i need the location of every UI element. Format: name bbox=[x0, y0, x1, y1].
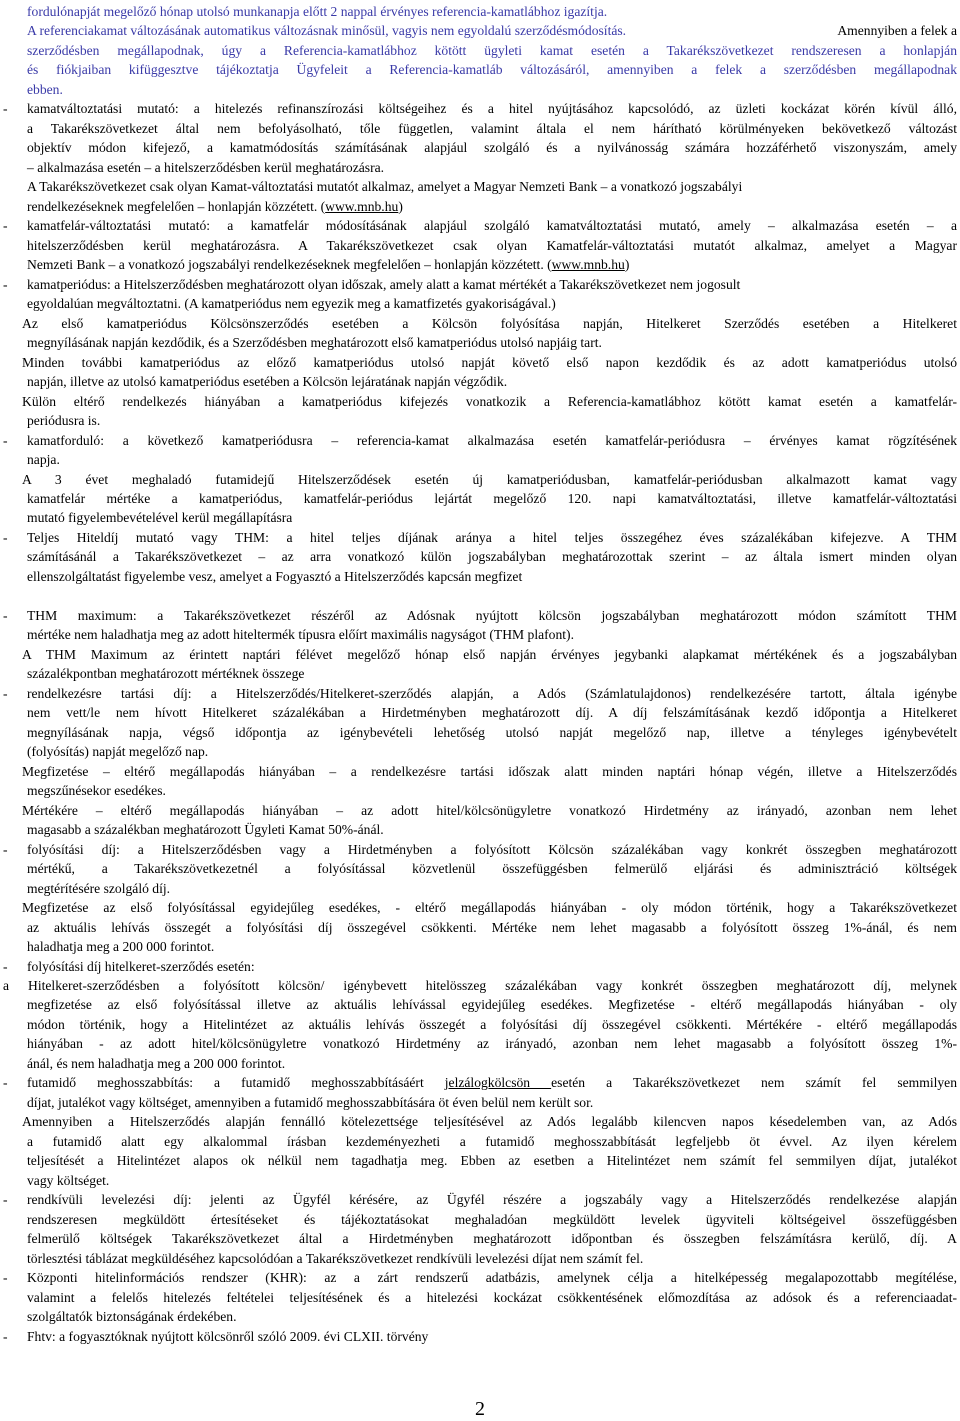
text-line-content: vagy költséget. bbox=[27, 1172, 110, 1188]
text-line-content: és fiókjaiban kifüggesztve tájékoztatja Ügyfeleit a Referencia-kamatláb változásáról, amennyiben a felek a szerződésben megállapodnak bbox=[27, 62, 957, 78]
list-dash: - bbox=[3, 1270, 8, 1286]
text-line bbox=[0, 957, 960, 977]
link[interactable]: jelzálogkölcsön bbox=[444, 1075, 552, 1091]
text-line-content: Megfizetése az első folyósítással egyidejűleg esedékes, - eltérő megállapodás hiányában - oly módon történik, hogy a Takarékszövetkezet bbox=[22, 900, 957, 916]
text-line-content: Az első kamatperiódus Kölcsönszerződés esetében a Kölcsön folyósítása napján, Hitelkeret Szerződés esetében a Hitelkeret bbox=[22, 315, 957, 331]
text-line bbox=[0, 937, 960, 957]
text-line-content: futamidő meghosszabbítás: a futamidő meghosszabbításáért jelzálogkölcsön esetén a Takarékszövetkezet nem számít fel semmilyen bbox=[27, 1075, 957, 1091]
text-line bbox=[0, 547, 960, 567]
text-line-content: haladhatja meg a 200 000 forintot. bbox=[27, 939, 215, 955]
text-line-content: Külön eltérő rendelkezés hiányában a kamatperiódus kifejezés vonatkozik a Referencia-kamatlábhoz kötött kamat esetén a kamatfelár- bbox=[22, 393, 957, 409]
text-line bbox=[0, 1015, 960, 1035]
text-line bbox=[0, 1132, 960, 1152]
text-line bbox=[0, 1054, 960, 1074]
text-line bbox=[0, 567, 960, 587]
text-line-content: A THM Maximum az érintett naptári félévet megelőző hónap első napján érvényes jegybanki alapkamat mértékének és a jogszabályban bbox=[22, 646, 957, 662]
text-line-content: szolgáltatók biztonságának érdekében. bbox=[27, 1309, 237, 1325]
text-line-content: kamatforduló: a következő kamatperiódusra – referencia-kamat alkalmazása esetén kamatfelár-periódusra – érvényes kamat rögzítésének bbox=[27, 432, 957, 448]
list-dash: - bbox=[3, 276, 8, 292]
text-line bbox=[0, 684, 960, 704]
text-line bbox=[0, 236, 960, 256]
list-dash: - bbox=[3, 218, 8, 234]
text-line bbox=[0, 216, 960, 236]
text-line bbox=[0, 820, 960, 840]
text-line bbox=[0, 99, 960, 119]
list-dash: - bbox=[3, 1192, 8, 1208]
text-line-content: periódusra is. bbox=[27, 413, 101, 429]
text-line-content: díjat, jutalékot vagy költséget, amennyiben a futamidő meghosszabbítására öt éven belül nem került sor. bbox=[27, 1094, 594, 1110]
text-line bbox=[0, 353, 960, 373]
text-line-content: magasabb a százalékban meghatározott Ügyleti Kamat 50%-ánál. bbox=[27, 822, 384, 838]
text-line-content: Fhtv: a fogyasztóknak nyújtott kölcsönről szóló 2009. évi CLXII. törvény bbox=[27, 1328, 429, 1344]
text-line-content: egyoldalúan megváltoztatni. (A kamatperiódus nem egyezik meg a kamatfizetés gyakoriságával.) bbox=[27, 296, 556, 312]
text-line-content: folyósítási díj: a Hitelszerződésben vagy a Hirdetményben a folyósított Kölcsön százalékában vagy konkrét összegben meghatározott bbox=[27, 841, 957, 857]
text-line bbox=[0, 41, 960, 61]
text-line-content: kamatfelár mértéke a kamatperiódus, kamatfelár-periódus lejártát megelőző 120. napi kamatváltoztatási, illetve kamatfelár-változtatási bbox=[27, 491, 957, 506]
text-line-content: rendelkezéseknek megfelelően – honlapján közzétett. (www.mnb.hu) bbox=[27, 198, 403, 214]
text-line-content: megszűnésekor esedékes. bbox=[27, 783, 166, 799]
text-line bbox=[0, 1190, 960, 1210]
text-line bbox=[0, 255, 960, 275]
list-dash: - bbox=[3, 841, 8, 857]
text-line bbox=[0, 197, 960, 217]
text-line bbox=[0, 411, 960, 431]
text-line-content: megnyílásának napja, végső időpontja az igénybevételi lehetőség utolsó napját megelőző nap, illetve a tényleges igénybevételt bbox=[27, 724, 957, 740]
list-dash: - bbox=[3, 1328, 8, 1344]
text-line-content: megnyílásának napján kezdődik, és a Szerződésben meghatározott első kamatperiódus utolsó napjáig tart. bbox=[27, 335, 602, 351]
text-line bbox=[0, 918, 960, 938]
list-dash: - bbox=[3, 1075, 8, 1091]
text-line-content: rendkívüli levelezési díj: jelenti az Ügyfél kérésére, az Ügyfél részére a jogszabály vagy a Hitelszerződés rendelkezése alapján bbox=[27, 1192, 957, 1208]
list-dash: - bbox=[3, 529, 8, 545]
text-line-content: megtérítésére szolgáló díj. bbox=[27, 880, 171, 896]
text-line-content: mutató figyelembevételével kerül megállapításra bbox=[27, 510, 293, 526]
text-line-content: teljesítését a Hitelintézet alapos ok nélkül nem tagadhatja meg. Ebben az esetben a Hitelintézet nem számít fel semmilyen díjat, jutalékot bbox=[27, 1153, 957, 1169]
text-line-content: Központi hitelinformációs rendszer (KHR): az a zárt rendszerű adatbázis, amelynek célja a hitelképesség megalapozottabb megítélése, bbox=[27, 1270, 957, 1286]
text-line-content: megfizetése az első folyósítással illetve az aktuális lehívással egyidejűleg esedékes. Megfizetése - eltérő megállapodás hiányában - oly bbox=[27, 997, 957, 1013]
text-line bbox=[0, 645, 960, 665]
text-line-content: ebben. bbox=[27, 81, 63, 97]
text-line-content: Nemzeti Bank – a vonatkozó jogszabályi rendelkezéseknek megfelelően – honlapján közzétett. (www.mnb.hu) bbox=[27, 257, 630, 273]
text-line-content: objektív módon kifejező, a kamatmódosítás számításának alapjául szolgáló és a nyilvánosság számára hozzáférhető viszonyszám, amely bbox=[27, 140, 957, 156]
text-line bbox=[0, 976, 960, 996]
text-line bbox=[0, 21, 960, 41]
text-line-content: az aktuális lehívás összegét a folyósítási díj összegével csökkenti. Mértéke nem lehet magasabb a folyósított összeg 1%-ánál, és nem bbox=[27, 919, 957, 935]
text-line-content: ánál, és nem haladhatja meg a 200 000 forintot. bbox=[27, 1055, 286, 1071]
text-line-content: a Hitelkeret-szerződésben a folyósított kölcsön/ igénybevett hitelösszeg százalékában vagy konkrét összegben meghatározott díj, melynek bbox=[3, 978, 957, 993]
text-line bbox=[0, 1093, 960, 1113]
text-line bbox=[0, 879, 960, 899]
text-line bbox=[0, 742, 960, 762]
text-line bbox=[0, 528, 960, 548]
text-line bbox=[0, 1151, 960, 1171]
text-line-content: Teljes Hiteldíj mutató vagy THM: a hitel teljes díjának aránya a hitel teljes összegéhez éves százalékában kifejezve. A THM bbox=[27, 529, 957, 545]
text-line bbox=[0, 508, 960, 528]
text-line-content: kamatfelár-változtatási mutató: a kamatfelár módosításának alapjául szolgáló kamatváltoztatási mutató, amely – alkalmazása esetén – a bbox=[27, 218, 957, 234]
text-line bbox=[0, 801, 960, 821]
text-line-content: napján, illetve az utolsó kamatperiódus esetében a Kölcsön lejáratának napján végződik. bbox=[27, 374, 508, 390]
text-line bbox=[0, 450, 960, 470]
text-line-content: nem vett/le nem hívott Hitelkeret százalékában a Hirdetményben meghatározott díj. A díj felszámításának kezdő időpontja a Hitelkeret bbox=[27, 705, 957, 721]
text-line-content: kamatperiódus: a Hitelszerződésben meghatározott olyan időszak, amely alatt a kamat mértékét a Takarékszövetkezet nem jogosult bbox=[27, 276, 741, 292]
text-line bbox=[0, 1171, 960, 1191]
text-line-content: – alkalmazása esetén – a hitelszerződésben kerül meghatározásra. bbox=[27, 159, 385, 175]
text-line bbox=[0, 762, 960, 782]
page-number: 2 bbox=[475, 1398, 485, 1420]
text-line-content: felmerülő költségek Takarékszövetkezet által a Hirdetményben meghatározott időpontban és összegben felszámításra kerülő, díj. A bbox=[27, 1231, 957, 1247]
text-line bbox=[0, 1288, 960, 1308]
text-line bbox=[0, 60, 960, 80]
list-dash: - bbox=[3, 685, 8, 701]
text-line bbox=[0, 138, 960, 158]
list-dash: - bbox=[3, 958, 8, 974]
text-line-content: mértékű, a Takarékszövetkezetnél a folyósítással közvetlenül összefüggésben felmerülő eljárási és adminisztráció költségek bbox=[27, 861, 957, 877]
text-line-content: hitelszerződésben kerül meghatározásra. A Takarékszövetkezet csak olyan Kamatfelár-változtatási mutatót alkalmaz, amelyet a Magyar bbox=[27, 237, 957, 253]
text-line bbox=[0, 372, 960, 392]
text-line-content: valamint a felelős hitelezés feltételei teljesítésének és a hitelezési kockázat csökkentésének előmozdítása az adósok és a referenciaadat- bbox=[27, 1289, 957, 1305]
text-line bbox=[0, 294, 960, 314]
text-line bbox=[0, 1307, 960, 1327]
list-dash: - bbox=[3, 101, 8, 117]
text-line-content: napja. bbox=[27, 452, 60, 468]
text-line bbox=[0, 314, 960, 334]
text-line bbox=[0, 177, 960, 197]
text-line-content: számításánál a Takarékszövetkezet – az arra vonatkozó külön jogszabályban meghatározottak szerint – az általa ismert minden olyan bbox=[27, 549, 957, 565]
text-line-content: Amennyiben a Hitelszerződés alapján fennálló kötelezettsége teljesítésével az Adós legalább kilencven napos késedelemben van, az Adós bbox=[22, 1114, 957, 1130]
text-line bbox=[0, 1034, 960, 1054]
text-line bbox=[0, 781, 960, 801]
text-line-content: Minden további kamatperiódus az előző kamatperiódus utolsó napját követő első napon kezdődik és az adott kamatperiódus utolsó bbox=[22, 354, 957, 370]
text-line-content: a Takarékszövetkezet által nem befolyásolható, tőle független, valamint általa el nem hárítható körülményeken bekövetkező változást bbox=[27, 120, 957, 136]
text-line bbox=[0, 1210, 960, 1230]
text-line bbox=[0, 1112, 960, 1132]
text-line bbox=[0, 275, 960, 295]
text-line bbox=[0, 723, 960, 743]
text-line bbox=[0, 119, 960, 139]
text-line bbox=[0, 1229, 960, 1249]
text-line bbox=[0, 586, 960, 606]
text-line-content: mértéke nem haladhatja meg az adott hiteltermék típusra előírt maximális nagyságot (THM plafont). bbox=[27, 627, 574, 643]
text-line bbox=[0, 158, 960, 178]
text-line bbox=[0, 1073, 960, 1093]
text-line-content: módon történik, hogy a Hitelintézet az aktuális lehívás összegét a folyósítási díj összegével csökkenti. Mértékére - eltérő megállapodás bbox=[27, 1016, 957, 1032]
text-line-content: A Takarékszövetkezet csak olyan Kamat-változtatási mutatót alkalmaz, amelyet a Magyar Nemzeti Bank – a vonatkozó jogszabályi bbox=[27, 179, 743, 195]
text-line bbox=[0, 431, 960, 451]
list-dash: - bbox=[3, 432, 8, 448]
link[interactable]: www.mnb.hu bbox=[551, 257, 625, 273]
text-line bbox=[0, 840, 960, 860]
text-line-content: törlesztési táblázat megküldéséhez kapcsolódóan a Takarékszövetkezet rendkívüli levelezési díjat nem számít fel. bbox=[27, 1250, 644, 1266]
text-line bbox=[0, 703, 960, 723]
text-line-content: Mértékére – eltérő megállapodás hiányában – az adott hitel/kölcsönügyletre vonatkozó Hirdetmény az irányadó, azonban nem lehet bbox=[22, 802, 957, 818]
text-line bbox=[0, 2, 960, 22]
text-line-content: rendszeresen megküldött értesítéseket és tájékoztatásokat meghaladóan megküldött levelek ügyviteli költségeivel összefüggésben bbox=[27, 1211, 957, 1227]
list-dash: - bbox=[3, 607, 8, 623]
text-line bbox=[0, 392, 960, 412]
link[interactable]: www.mnb.hu bbox=[325, 198, 399, 214]
text-line-content: százalékpontban meghatározott mértéknek összege bbox=[27, 666, 305, 682]
text-line-content: folyósítási díj hitelkeret-szerződés esetén: bbox=[27, 958, 255, 974]
text-line bbox=[0, 664, 960, 684]
text-line bbox=[0, 1268, 960, 1288]
text-line-content: fordulónapját megelőző hónap utolsó munkanapja előtt 2 nappal érvényes referencia-kamatlábhoz igazítja. bbox=[27, 4, 608, 19]
text-line-tail: Amennyiben a felek a bbox=[837, 23, 957, 39]
text-line bbox=[0, 80, 960, 100]
text-line bbox=[0, 1249, 960, 1269]
text-line bbox=[0, 625, 960, 645]
text-line bbox=[0, 995, 960, 1015]
text-line bbox=[0, 859, 960, 879]
text-line-content: ellenszolgáltatást figyelembe vesz, amelyet a Fogyasztó a Hitelszerződés kapcsán megfizet bbox=[27, 568, 523, 584]
text-line-content: (folyósítás) napját megelőző nap. bbox=[27, 744, 209, 760]
text-line-content: rendelkezésre tartási díj: a Hitelszerződés/Hitelkeret-szerződés alapján, a Adós (Számlatulajdonos) rendelkezésére tartott, általa igénybe bbox=[27, 685, 957, 701]
text-line bbox=[0, 489, 960, 509]
text-line-content: A referenciakamat változásának automatikus változásnak minősül, vagyis nem egyoldalú szerződésmódosítás. bbox=[27, 23, 627, 39]
text-line bbox=[0, 898, 960, 918]
text-line bbox=[0, 1327, 960, 1347]
text-line-content: Megfizetése – eltérő megállapodás hiányában – a rendelkezésre tartási időszak alatt minden naptári hónap végén, illetve a Hitelszerződés bbox=[22, 763, 957, 779]
text-line bbox=[0, 606, 960, 626]
text-line-content: THM maximum: a Takarékszövetkezet részéről az Adósnak nyújtott kölcsön jogszabályban meghatározott módon számított THM bbox=[27, 607, 957, 623]
text-line-content: hiányában - az adott hitel/kölcsönügyletre vonatkozó Hirdetmény az irányadó, azonban nem lehet magasabb a folyósított összeg 1%- bbox=[27, 1036, 957, 1052]
text-line-content: szerződésben megállapodnak, úgy a Referencia-kamatlábhoz kötött ügyleti kamat esetén a Takarékszövetkezet rendszeresen a honlapján bbox=[27, 42, 957, 58]
text-line bbox=[0, 333, 960, 353]
text-line-content: kamatváltoztatási mutató: a hitelezés refinanszírozási költségeihez és a hitel nyújtásához kapcsolódó, az üzleti kockázat körén kívül álló, bbox=[27, 101, 957, 117]
text-line-content: A 3 évet meghaladó futamidejű Hitelszerződések esetén új kamatperiódusban, kamatfelár-periódusban alkalmazott kamat vagy bbox=[22, 471, 957, 487]
text-line-content: a futamidő alatt egy alkalommal írásban kezdeményezheti a futamidő meghosszabbítását legfeljebb öt évvel. Az ilyen kérelem bbox=[27, 1133, 957, 1149]
text-line bbox=[0, 470, 960, 490]
